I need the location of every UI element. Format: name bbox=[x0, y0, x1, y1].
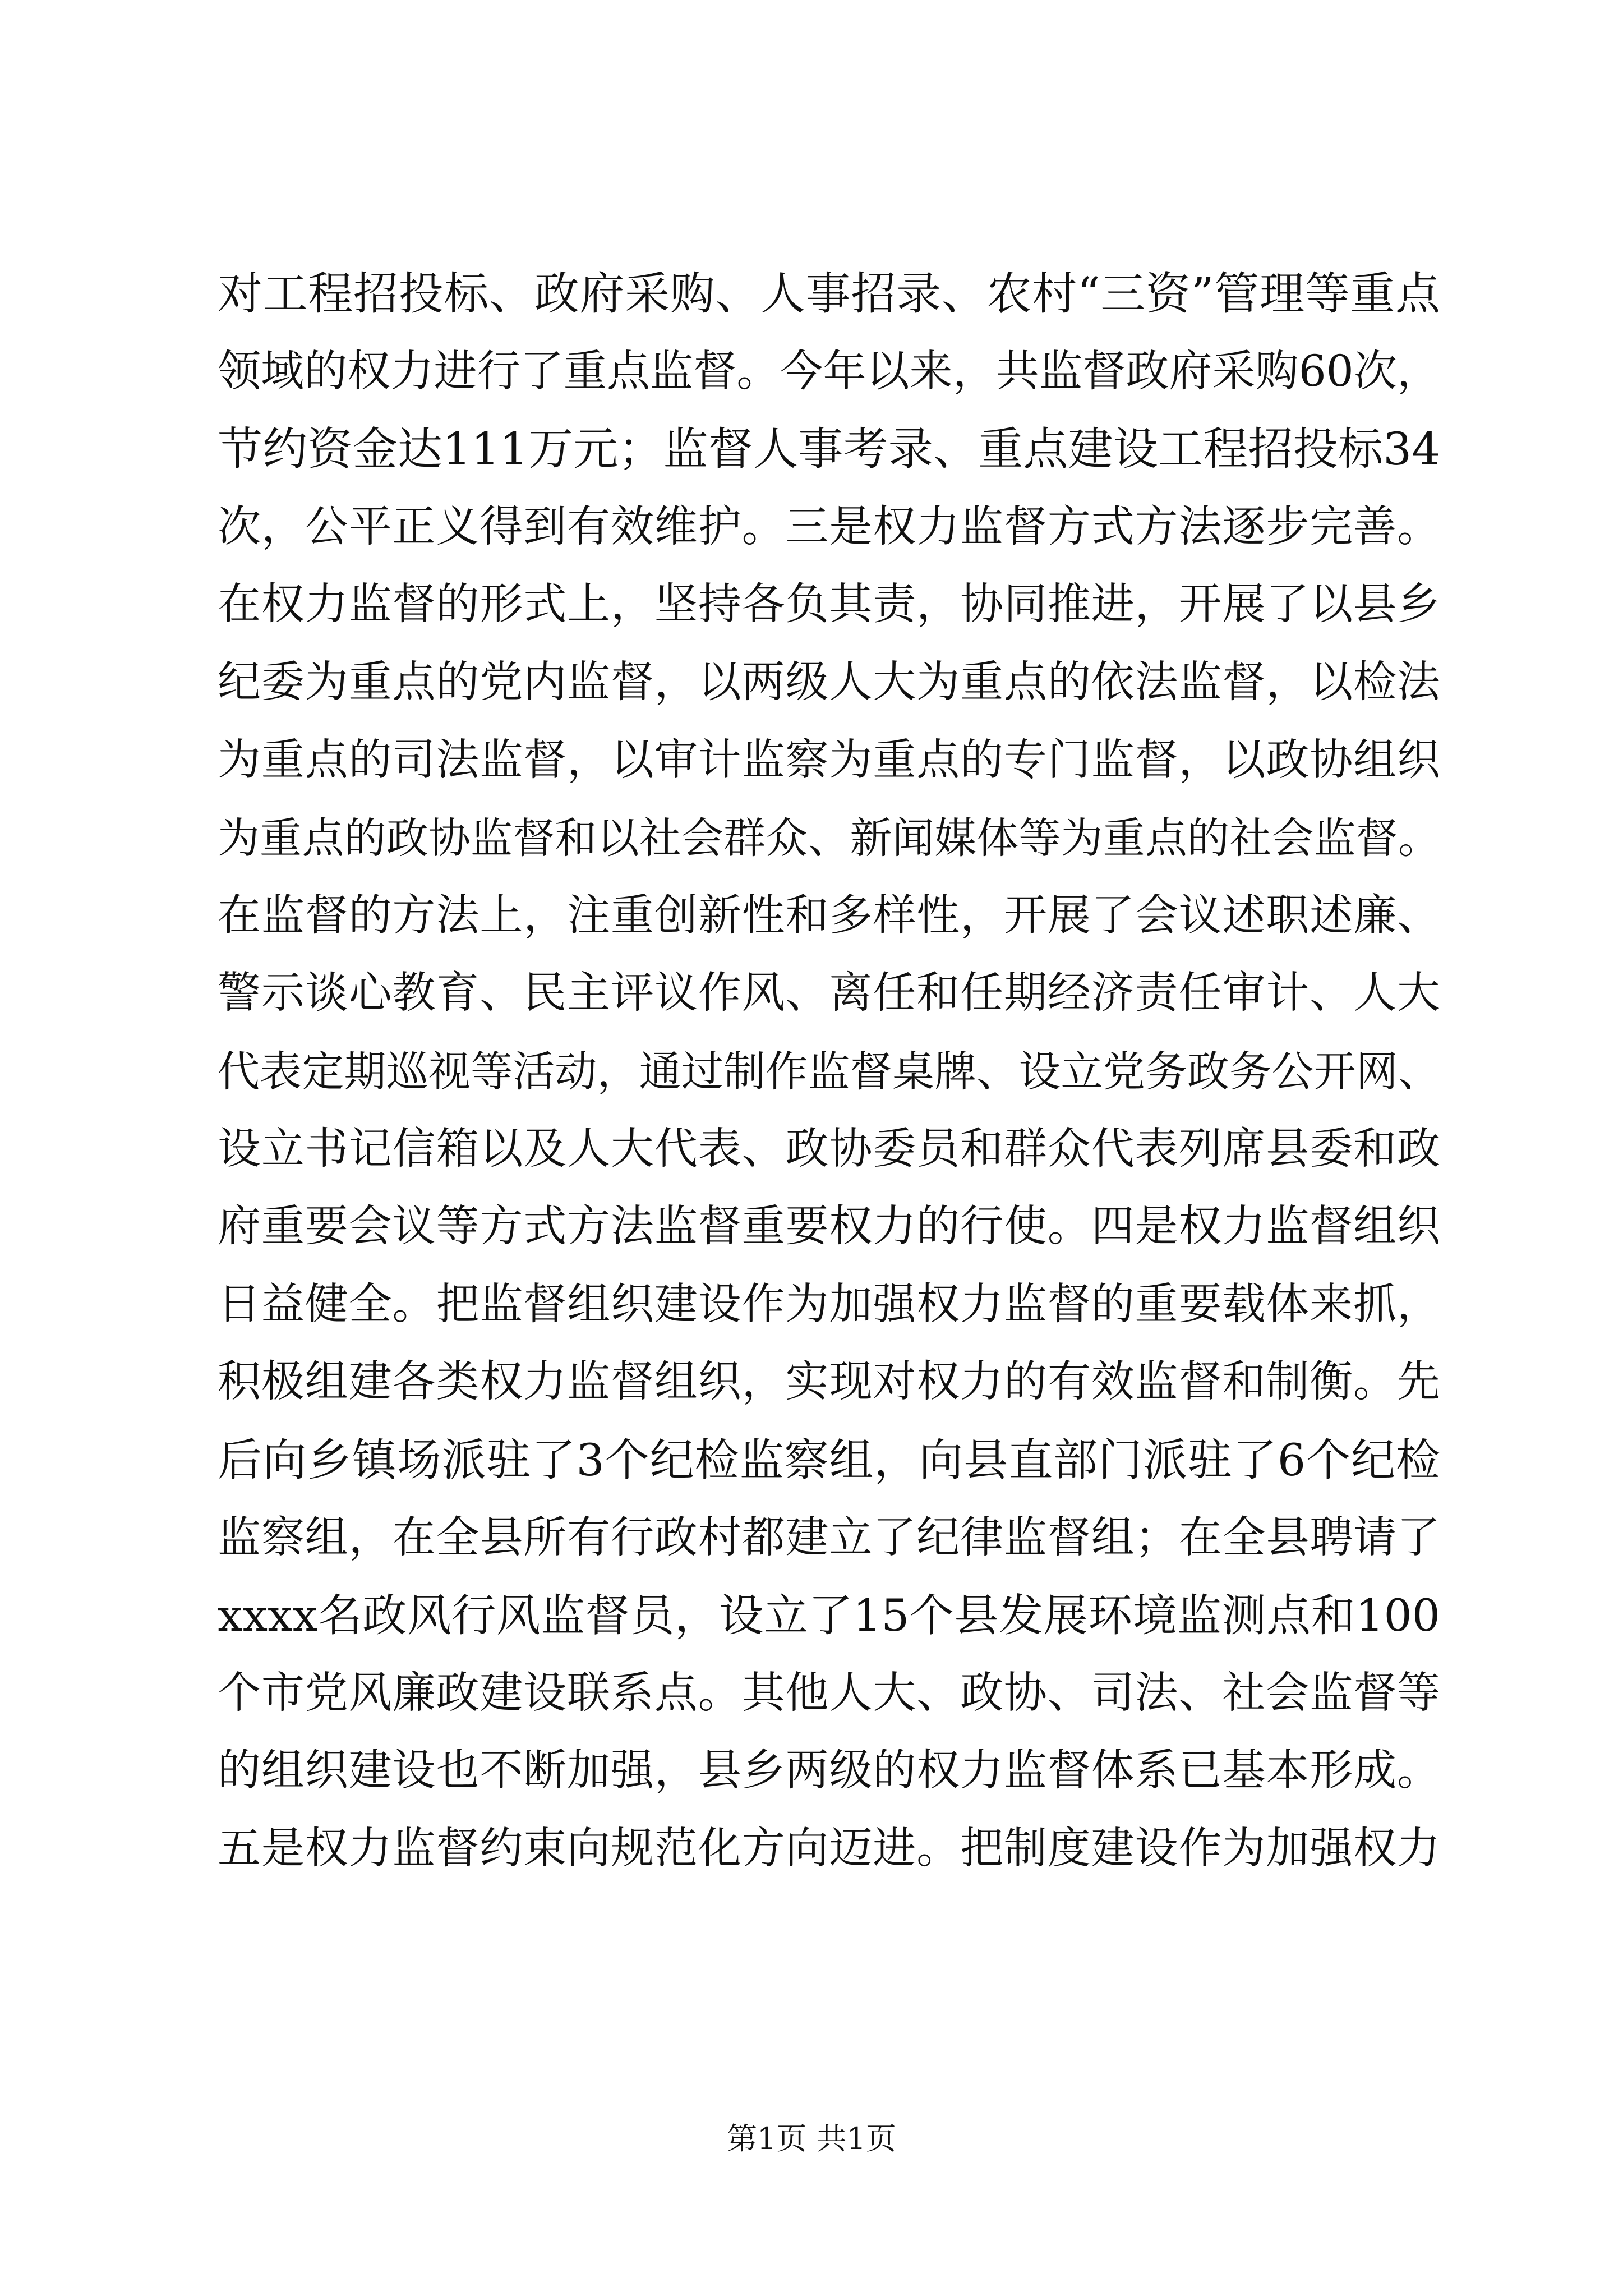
text-line: 的组织建设也不断加强，县乡两级的权力监督体系已基本形成。 bbox=[218, 1746, 1440, 1796]
page-footer: 第1页 共1页 bbox=[727, 2121, 896, 2156]
body-text bbox=[218, 255, 1440, 1888]
text-line: 个市党风廉政建设联系点。其他人大、政协、司法、社会监督等 bbox=[218, 1668, 1440, 1718]
text-line: 积极组建各类权力监督组织，实现对权力的有效监督和制衡。先 bbox=[218, 1357, 1440, 1407]
text-line: 领域的权力进行了重点监督。今年以来，共监督政府采购60次， bbox=[218, 346, 1440, 397]
text-line: 在权力监督的形式上，坚持各负其责，协同推进，开展了以县乡 bbox=[218, 579, 1440, 630]
text-line: 五是权力监督约束向规范化方向迈进。把制度建设作为加强权力 bbox=[218, 1823, 1440, 1874]
text-line: 府重要会议等方式方法监督重要权力的行使。四是权力监督组织 bbox=[218, 1202, 1440, 1252]
text-line: 纪委为重点的党内监督，以两级人大为重点的依法监督，以检法 bbox=[218, 657, 1440, 707]
text-line: 节约资金达111万元；监督人事考录、重点建设工程招投标34 bbox=[218, 423, 1440, 476]
text-line: xxxx名政风行风监督员，设立了15个县发展环境监测点和100 bbox=[218, 1590, 1440, 1642]
text-line: 对工程招投标、政府采购、人事招录、农村“三资”管理等重点 bbox=[218, 268, 1440, 320]
text-line: 后向乡镇场派驻了3个纪检监察组，向县直部门派驻了6个纪检 bbox=[218, 1434, 1440, 1486]
text-line: 代表定期巡视等活动，通过制作监督桌牌、设立党务政务公开网、 bbox=[218, 1046, 1440, 1096]
text-line: 警示谈心教育、民主评议作风、离任和任期经济责任审计、人大 bbox=[218, 968, 1440, 1019]
text-line: 在监督的方法上，注重创新性和多样性，开展了会议述职述廉、 bbox=[218, 890, 1440, 941]
text-line: 为重点的司法监督，以审计监察为重点的专门监督，以政协组织 bbox=[218, 735, 1440, 785]
text-line: 次，公平正义得到有效维护。三是权力监督方式方法逐步完善。 bbox=[218, 501, 1440, 552]
text-line: 设立书记信箱以及人大代表、政协委员和群众代表列席县委和政 bbox=[218, 1124, 1440, 1174]
text-line: 监察组，在全县所有行政村都建立了纪律监督组；在全县聘请了 bbox=[218, 1512, 1440, 1563]
text-line: 日益健全。把监督组织建设作为加强权力监督的重要载体来抓， bbox=[218, 1279, 1440, 1329]
text-line: 为重点的政协监督和以社会群众、新闻媒体等为重点的社会监督。 bbox=[218, 813, 1440, 863]
